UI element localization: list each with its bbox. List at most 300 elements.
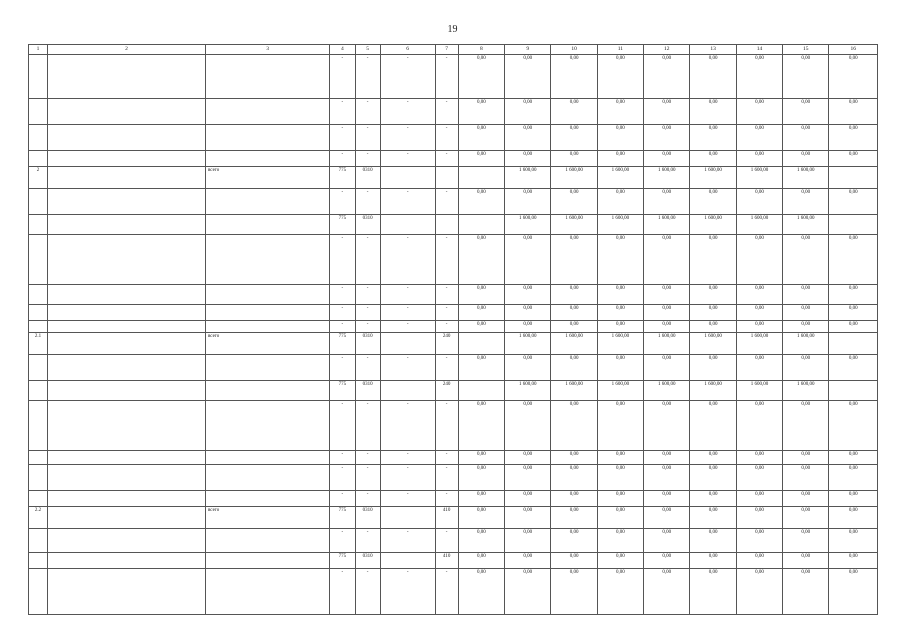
table-cell [205,569,329,615]
table-cell [47,465,205,491]
table-cell: 0,00 [505,151,551,167]
column-header-row [29,45,878,55]
table-cell: - [330,285,355,305]
table-cell [380,553,435,569]
table-cell: - [330,355,355,381]
table-cell: 0,00 [551,465,597,491]
table-cell: 0,00 [783,99,829,125]
table-cell [205,151,329,167]
table-cell: 0,00 [690,569,736,615]
table-cell: 0,00 [458,305,504,321]
table-cell: - [435,125,458,151]
table-cell: 0,00 [551,305,597,321]
table-cell: - [330,401,355,451]
table-cell: 0310 [355,167,380,189]
table-cell: 0,00 [736,553,782,569]
table-cell: 0,00 [690,321,736,333]
table-cell: 0,00 [644,189,690,215]
table-cell: - [355,55,380,99]
table-cell: - [380,151,435,167]
table-cell: - [435,285,458,305]
table-cell: - [355,569,380,615]
table-cell: 1 600,00 [551,215,597,235]
table-row [29,189,878,215]
table-cell: 0,00 [736,355,782,381]
table-cell [29,215,48,235]
table-cell: 0,00 [783,529,829,553]
table-cell: 0,00 [690,401,736,451]
table-cell: 0,00 [551,235,597,285]
table-cell: 0,00 [783,465,829,491]
table-cell: 0,00 [505,355,551,381]
table-cell: 0,00 [690,355,736,381]
table-cell: - [380,355,435,381]
table-cell: 0,00 [551,55,597,99]
table-cell: 0,00 [829,401,878,451]
table-cell: 410 [435,507,458,529]
table-cell: 0,00 [597,125,643,151]
table-cell: 0,00 [644,553,690,569]
table-cell: 1 600,00 [505,333,551,355]
column-header: 12 [644,45,690,55]
table-cell: 0,00 [644,285,690,305]
table-cell: 0,00 [783,491,829,507]
table-cell [829,215,878,235]
table-cell: 1 600,00 [783,333,829,355]
table-cell [458,381,504,401]
table-cell [205,553,329,569]
table-cell: 0,00 [551,321,597,333]
table-cell: 0,00 [644,235,690,285]
table-cell: 1 600,00 [690,167,736,189]
table-cell: 1 600,00 [736,215,782,235]
table-cell: - [380,235,435,285]
table-cell: 0,00 [690,99,736,125]
table-cell [380,215,435,235]
table-cell: 0,00 [597,189,643,215]
table-cell: 0310 [355,553,380,569]
table-cell: 0,00 [644,401,690,451]
table-cell: 0,00 [783,321,829,333]
table-cell: 0,00 [783,305,829,321]
table-cell [47,529,205,553]
table-cell [29,529,48,553]
table-cell: - [380,305,435,321]
table-cell: - [355,529,380,553]
table-cell: 0,00 [829,451,878,465]
budget-table [28,44,878,615]
table-cell: 0,00 [783,355,829,381]
table-cell [205,321,329,333]
table-cell [47,491,205,507]
table-cell: 1 600,00 [690,333,736,355]
table-cell: 1 600,00 [644,381,690,401]
table-cell: 0,00 [829,125,878,151]
table-cell: 0,00 [690,553,736,569]
table-cell: 0,00 [551,569,597,615]
table-cell: 1 600,00 [736,333,782,355]
table-cell: 0,00 [783,553,829,569]
table-cell [47,151,205,167]
table-cell: 1 600,00 [597,215,643,235]
table-cell: 0,00 [736,305,782,321]
column-header: 14 [736,45,782,55]
table-cell: 0,00 [783,451,829,465]
table-cell: 0,00 [829,321,878,333]
table-cell: 1 600,00 [597,333,643,355]
column-header: 9 [505,45,551,55]
table-cell: - [355,235,380,285]
table-cell: 0,00 [597,285,643,305]
table-cell: - [355,451,380,465]
table-cell: 0,00 [551,553,597,569]
table-cell: 0,00 [690,151,736,167]
table-row [29,151,878,167]
table-cell: 0,00 [644,507,690,529]
table-cell [47,55,205,99]
table-cell: всего [205,333,329,355]
table-row [29,491,878,507]
table-cell: 0,00 [551,285,597,305]
table-cell: 0,00 [690,285,736,305]
table-cell: 0,00 [690,507,736,529]
table-cell [458,333,504,355]
table-cell: 1 600,00 [783,381,829,401]
table-cell [29,235,48,285]
table-cell: 0,00 [644,55,690,99]
table-cell: 1 600,00 [505,167,551,189]
table-cell: 0,00 [736,507,782,529]
table-cell: - [330,55,355,99]
table-cell [29,55,48,99]
table-cell [47,215,205,235]
table-cell: 0,00 [458,491,504,507]
table-cell: 0,00 [597,465,643,491]
table-cell: 0310 [355,333,380,355]
column-header: 11 [597,45,643,55]
table-cell [380,381,435,401]
table-cell: - [380,125,435,151]
table-cell: 0,00 [551,125,597,151]
table-cell: 0,00 [505,401,551,451]
table-cell: 1 600,00 [783,215,829,235]
table-cell: 0,00 [644,451,690,465]
table-cell: - [380,99,435,125]
table-cell: 0,00 [505,189,551,215]
table-cell: - [380,529,435,553]
table-cell [29,465,48,491]
table-cell: 1 600,00 [736,167,782,189]
table-cell: 0,00 [505,569,551,615]
column-header: 1 [29,45,48,55]
table-cell [829,333,878,355]
table-cell: 0,00 [551,401,597,451]
table-cell [29,285,48,305]
table-cell [29,451,48,465]
table-cell: - [435,321,458,333]
table-cell: 0,00 [505,491,551,507]
table-cell: 0,00 [783,569,829,615]
table-cell [380,507,435,529]
table-cell: 0,00 [551,189,597,215]
table-cell [29,569,48,615]
table-cell [205,355,329,381]
table-cell: - [355,465,380,491]
table-cell [29,381,48,401]
table-cell: - [380,569,435,615]
table-cell: - [435,355,458,381]
table-cell: 0,00 [829,55,878,99]
table-row [29,321,878,333]
table-cell: 0,00 [551,529,597,553]
table-cell: - [435,151,458,167]
table-cell: 0,00 [736,465,782,491]
table-row [29,235,878,285]
table-cell: - [355,305,380,321]
table-cell: 0,00 [829,151,878,167]
table-cell: 0,00 [505,285,551,305]
table-cell: 1 600,00 [644,215,690,235]
table-cell: - [355,151,380,167]
table-cell [29,321,48,333]
table-cell: 0,00 [505,125,551,151]
table-cell: 0,00 [597,55,643,99]
table-cell [205,189,329,215]
table-cell: 2 [29,167,48,189]
table-cell: 0,00 [505,507,551,529]
table-cell: 1 600,00 [736,381,782,401]
table-cell: - [380,401,435,451]
table-row [29,125,878,151]
table-cell: 0,00 [690,125,736,151]
table-cell: 1 600,00 [505,381,551,401]
table-cell [29,125,48,151]
table-cell [47,381,205,401]
table-cell [47,553,205,569]
table-cell [47,507,205,529]
table-cell: 0,00 [644,465,690,491]
table-cell: - [355,99,380,125]
column-header: 13 [690,45,736,55]
table-cell: 0,00 [829,491,878,507]
table-cell [435,167,458,189]
table-cell: 0,00 [829,465,878,491]
table-cell: 0,00 [829,285,878,305]
table-cell [29,189,48,215]
table-cell [205,99,329,125]
table-cell: 240 [435,381,458,401]
table-cell [205,401,329,451]
table-cell: - [355,491,380,507]
table-cell [47,99,205,125]
table-cell: 0,00 [505,235,551,285]
table-cell: 0,00 [505,553,551,569]
table-cell: 0,00 [783,55,829,99]
table-cell: 775 [330,553,355,569]
table-cell: - [330,451,355,465]
table-cell: - [435,569,458,615]
table-cell: 0,00 [783,507,829,529]
column-header: 6 [380,45,435,55]
table-cell: 0,00 [597,321,643,333]
table-cell [47,355,205,381]
table-cell: - [435,491,458,507]
table-cell: 0,00 [644,355,690,381]
table-cell [458,167,504,189]
table-cell: - [435,189,458,215]
table-row [29,401,878,451]
table-cell [47,285,205,305]
table-cell: 0,00 [597,553,643,569]
table-cell: 0,00 [505,451,551,465]
table-cell: - [355,401,380,451]
table-cell [205,491,329,507]
table-cell: - [435,529,458,553]
table-cell: - [330,125,355,151]
table-cell: 0,00 [644,125,690,151]
table-cell [829,167,878,189]
table-cell: 0,00 [736,569,782,615]
table-cell: 1 600,00 [551,381,597,401]
table-cell [47,333,205,355]
table-cell: - [380,55,435,99]
table-cell: 410 [435,553,458,569]
table-cell: 0,00 [458,507,504,529]
table-cell: 0,00 [690,529,736,553]
column-header: 10 [551,45,597,55]
table-cell: - [330,321,355,333]
table-cell [29,99,48,125]
table-cell: 0,00 [458,355,504,381]
table-row [29,381,878,401]
table-cell [205,235,329,285]
table-cell: 0,00 [597,529,643,553]
table-cell: 0310 [355,507,380,529]
table-cell: 0,00 [551,99,597,125]
table-cell: 0,00 [551,151,597,167]
table-cell: - [330,569,355,615]
table-cell: 0,00 [458,401,504,451]
table-cell: 0,00 [458,553,504,569]
table-cell: 775 [330,215,355,235]
table-cell: 1 600,00 [690,381,736,401]
table-cell [47,569,205,615]
table-cell: 0,00 [458,321,504,333]
table-cell: - [330,189,355,215]
table-row [29,507,878,529]
table-cell [205,451,329,465]
table-cell: - [330,305,355,321]
table-cell: 0,00 [597,451,643,465]
table-cell [205,125,329,151]
table-cell: 0,00 [597,507,643,529]
table-cell: 1 600,00 [505,215,551,235]
table-cell: 0,00 [597,491,643,507]
table-cell: - [435,99,458,125]
table-cell: 0,00 [829,189,878,215]
table-cell: 0,00 [783,401,829,451]
table-cell: 775 [330,167,355,189]
table-cell: - [355,189,380,215]
table-row [29,355,878,381]
table-cell: - [380,189,435,215]
table-cell [205,305,329,321]
table-cell: 0,00 [597,235,643,285]
table-cell: - [330,151,355,167]
table-cell: 0,00 [783,151,829,167]
table-cell: 0,00 [690,305,736,321]
table-cell: 0,00 [458,569,504,615]
column-header: 15 [783,45,829,55]
column-header: 5 [355,45,380,55]
table-cell: - [380,321,435,333]
table-cell [29,305,48,321]
table-cell [47,189,205,215]
table-cell: 0,00 [458,529,504,553]
table-cell: 0310 [355,381,380,401]
table-cell: всего [205,167,329,189]
column-header: 4 [330,45,355,55]
table-cell: - [330,465,355,491]
table-cell: 0,00 [783,189,829,215]
table-cell: 1 600,00 [597,381,643,401]
table-cell: 1 600,00 [597,167,643,189]
table-cell: - [355,355,380,381]
table-cell: - [355,125,380,151]
table-cell: - [380,491,435,507]
table-row [29,529,878,553]
table-cell: - [435,305,458,321]
table-cell: 0,00 [736,401,782,451]
table-cell: - [355,321,380,333]
table-cell: - [435,451,458,465]
table-row [29,451,878,465]
table-cell: 0,00 [690,491,736,507]
table-cell: 1 600,00 [551,333,597,355]
table-cell [47,451,205,465]
table-cell: 775 [330,381,355,401]
table-cell: 0,00 [597,355,643,381]
table-cell [205,529,329,553]
table-cell [47,235,205,285]
table-cell: 0,00 [644,151,690,167]
table-cell: 0,00 [597,305,643,321]
table-cell: - [330,529,355,553]
table-cell: 0,00 [736,125,782,151]
table-cell: 0,00 [458,465,504,491]
table-cell: 0,00 [829,529,878,553]
table-row [29,167,878,189]
table-cell: всего [205,507,329,529]
table-cell: 0,00 [690,55,736,99]
table-cell: 0,00 [736,285,782,305]
table-cell [829,381,878,401]
table-cell: 0,00 [736,55,782,99]
table-cell: - [380,451,435,465]
table-cell [205,381,329,401]
table-cell: 0,00 [736,491,782,507]
table-cell: 0,00 [597,99,643,125]
table-cell: 0,00 [458,99,504,125]
table-cell [29,553,48,569]
table-cell: 0,00 [644,529,690,553]
table-cell: 0,00 [505,529,551,553]
table-cell: 0,00 [644,305,690,321]
table-cell: - [435,235,458,285]
table-cell [29,151,48,167]
table-cell [380,333,435,355]
table-cell [435,215,458,235]
